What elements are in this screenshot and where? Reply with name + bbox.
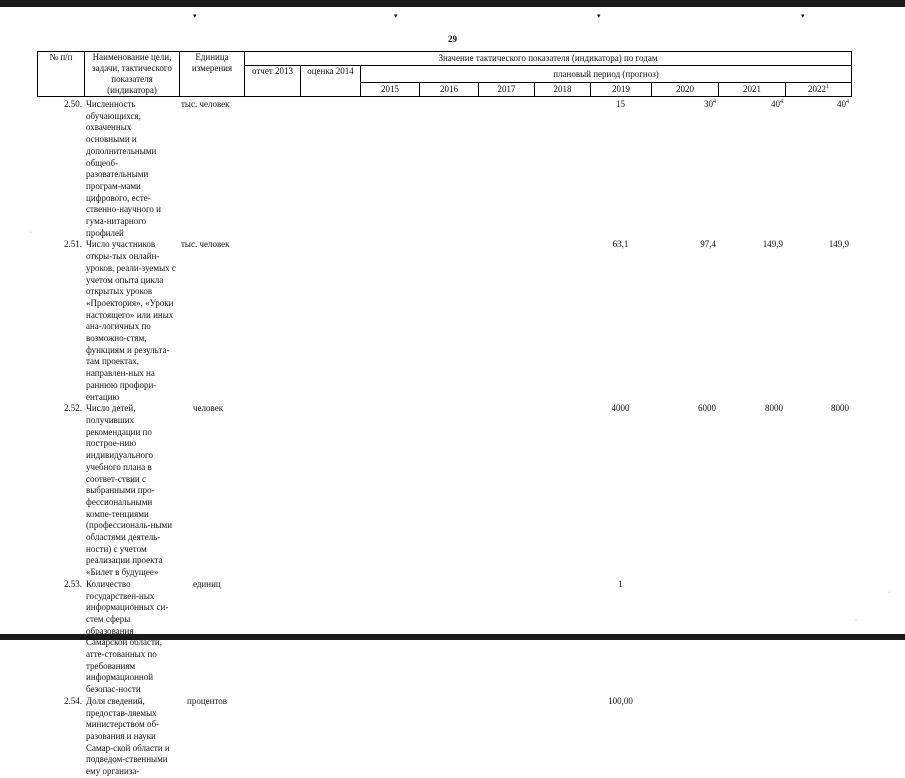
page-number: 29 bbox=[448, 34, 457, 44]
value-2019: 4000 bbox=[611, 403, 630, 414]
header-estimate-2014: оценка 2014 bbox=[301, 66, 361, 97]
value-2020 bbox=[651, 696, 718, 778]
value-2020: 97,4 bbox=[700, 239, 716, 250]
row-unit: человек bbox=[193, 403, 224, 414]
header-values: Значение тактического показателя (индикатора) по годам bbox=[245, 52, 852, 66]
value-2021: 8000 bbox=[765, 403, 783, 414]
header-year: 2019 bbox=[591, 83, 652, 97]
row-unit: тыс. человек bbox=[181, 99, 230, 109]
row-name: Количество государствен-ных информационных си-стем сферы образования Самарской области, атте-стованных по требованиям информационной безопас-ности bbox=[86, 578, 169, 695]
row-unit: тыс. человек bbox=[181, 239, 230, 250]
value-2019: 63,1 bbox=[612, 239, 629, 250]
indicator-table-body bbox=[37, 99, 851, 778]
scan-mark: ▾ bbox=[801, 12, 805, 20]
value-2019: 1 bbox=[618, 578, 623, 589]
header-number: № п/п bbox=[38, 52, 85, 97]
value-2022: $40^4$ bbox=[837, 99, 849, 109]
row-number: 2.53. bbox=[64, 578, 82, 589]
scan-mark: ▾ bbox=[193, 12, 197, 20]
footnote-mark: 4 bbox=[713, 99, 716, 105]
header-year: 2018 bbox=[535, 83, 591, 97]
value-2020: 6000 bbox=[698, 403, 716, 414]
top-scan-border bbox=[0, 0, 905, 7]
scan-speck: · bbox=[30, 230, 32, 236]
header-year: 2016 bbox=[420, 83, 479, 97]
row-name: Число участников откры-тых онлайн-уроков, реали-зуемых с учетом опыта цикла открытых уроков «Проектория», «Уроки настоящего» или иных ана-логичных по возможно-стям, функциям и результа-там проектах, направлен-ных на раннюю профори-ентацию bbox=[86, 239, 176, 402]
header-year: 2021 bbox=[719, 83, 786, 97]
row-name: Число детей, получивших рекомендации по построе-нию индивидуального учебного плана в соответ-ствии с выбранными про-фессиональными компе-тенциями (профессиональ-ными областями деятель-ности) с учетом реализации проекта «Билет в будущее» bbox=[86, 403, 173, 578]
value-2020 bbox=[651, 579, 718, 696]
footnote-mark: 4 bbox=[780, 99, 783, 105]
table-row bbox=[37, 99, 851, 239]
scan-mark: ▾ bbox=[394, 12, 398, 20]
scan-mark: ▾ bbox=[597, 12, 601, 20]
value-2021 bbox=[718, 696, 785, 778]
header-report-2013: отчет 2013 bbox=[245, 66, 301, 97]
footnote-mark: 1 bbox=[826, 84, 829, 90]
row-number: 2.52. bbox=[64, 403, 82, 414]
value-2022: 8000 bbox=[831, 403, 849, 414]
row-number: 2.54. bbox=[64, 695, 82, 706]
footnote-mark: 4 bbox=[846, 99, 849, 105]
value-2020: $30^4$ bbox=[704, 99, 716, 109]
value-2019: 15 bbox=[616, 99, 625, 109]
value-2021 bbox=[718, 579, 785, 696]
scan-speck: · bbox=[855, 618, 857, 624]
value-2021: $40^4$ bbox=[771, 99, 783, 109]
value-2022 bbox=[785, 696, 851, 778]
value-2022 bbox=[785, 579, 851, 696]
scan-speck: · bbox=[888, 590, 890, 596]
header-name: Наименование цели, задачи, тактического показателя (индикатора) bbox=[85, 52, 180, 97]
row-number: 2.50. bbox=[64, 99, 82, 109]
table-row bbox=[37, 403, 851, 579]
table-row bbox=[37, 579, 851, 696]
row-unit: процентов bbox=[187, 695, 228, 706]
header-unit: Единица измерения bbox=[180, 52, 245, 97]
header-year: 2022$^1$ bbox=[786, 83, 852, 97]
row-name: Численность обучающихся, охваченных основными и дополнительными общеоб-разовательными програм-мами цифрового, есте-ственно-научного и гума-нитарного профилей bbox=[86, 99, 161, 238]
header-year: 2017 bbox=[479, 83, 535, 97]
indicator-table-header bbox=[37, 51, 852, 97]
value-2022: 149,9 bbox=[828, 239, 849, 250]
table-row bbox=[37, 696, 851, 778]
header-plan-period: плановый период (прогноз) bbox=[361, 66, 852, 83]
row-number: 2.51. bbox=[64, 239, 82, 250]
table-row bbox=[37, 239, 851, 403]
value-2021: 149,9 bbox=[762, 239, 783, 250]
header-year: 2020 bbox=[652, 83, 719, 97]
row-unit: единиц bbox=[193, 578, 221, 589]
row-name: Доля сведений, предостав-ляемых министерством об-разования и науки Самар-ской области и подведом-ственными ему организа- bbox=[86, 695, 170, 777]
value-2019: 100,00 bbox=[608, 695, 633, 706]
header-year: 2015 bbox=[361, 83, 420, 97]
